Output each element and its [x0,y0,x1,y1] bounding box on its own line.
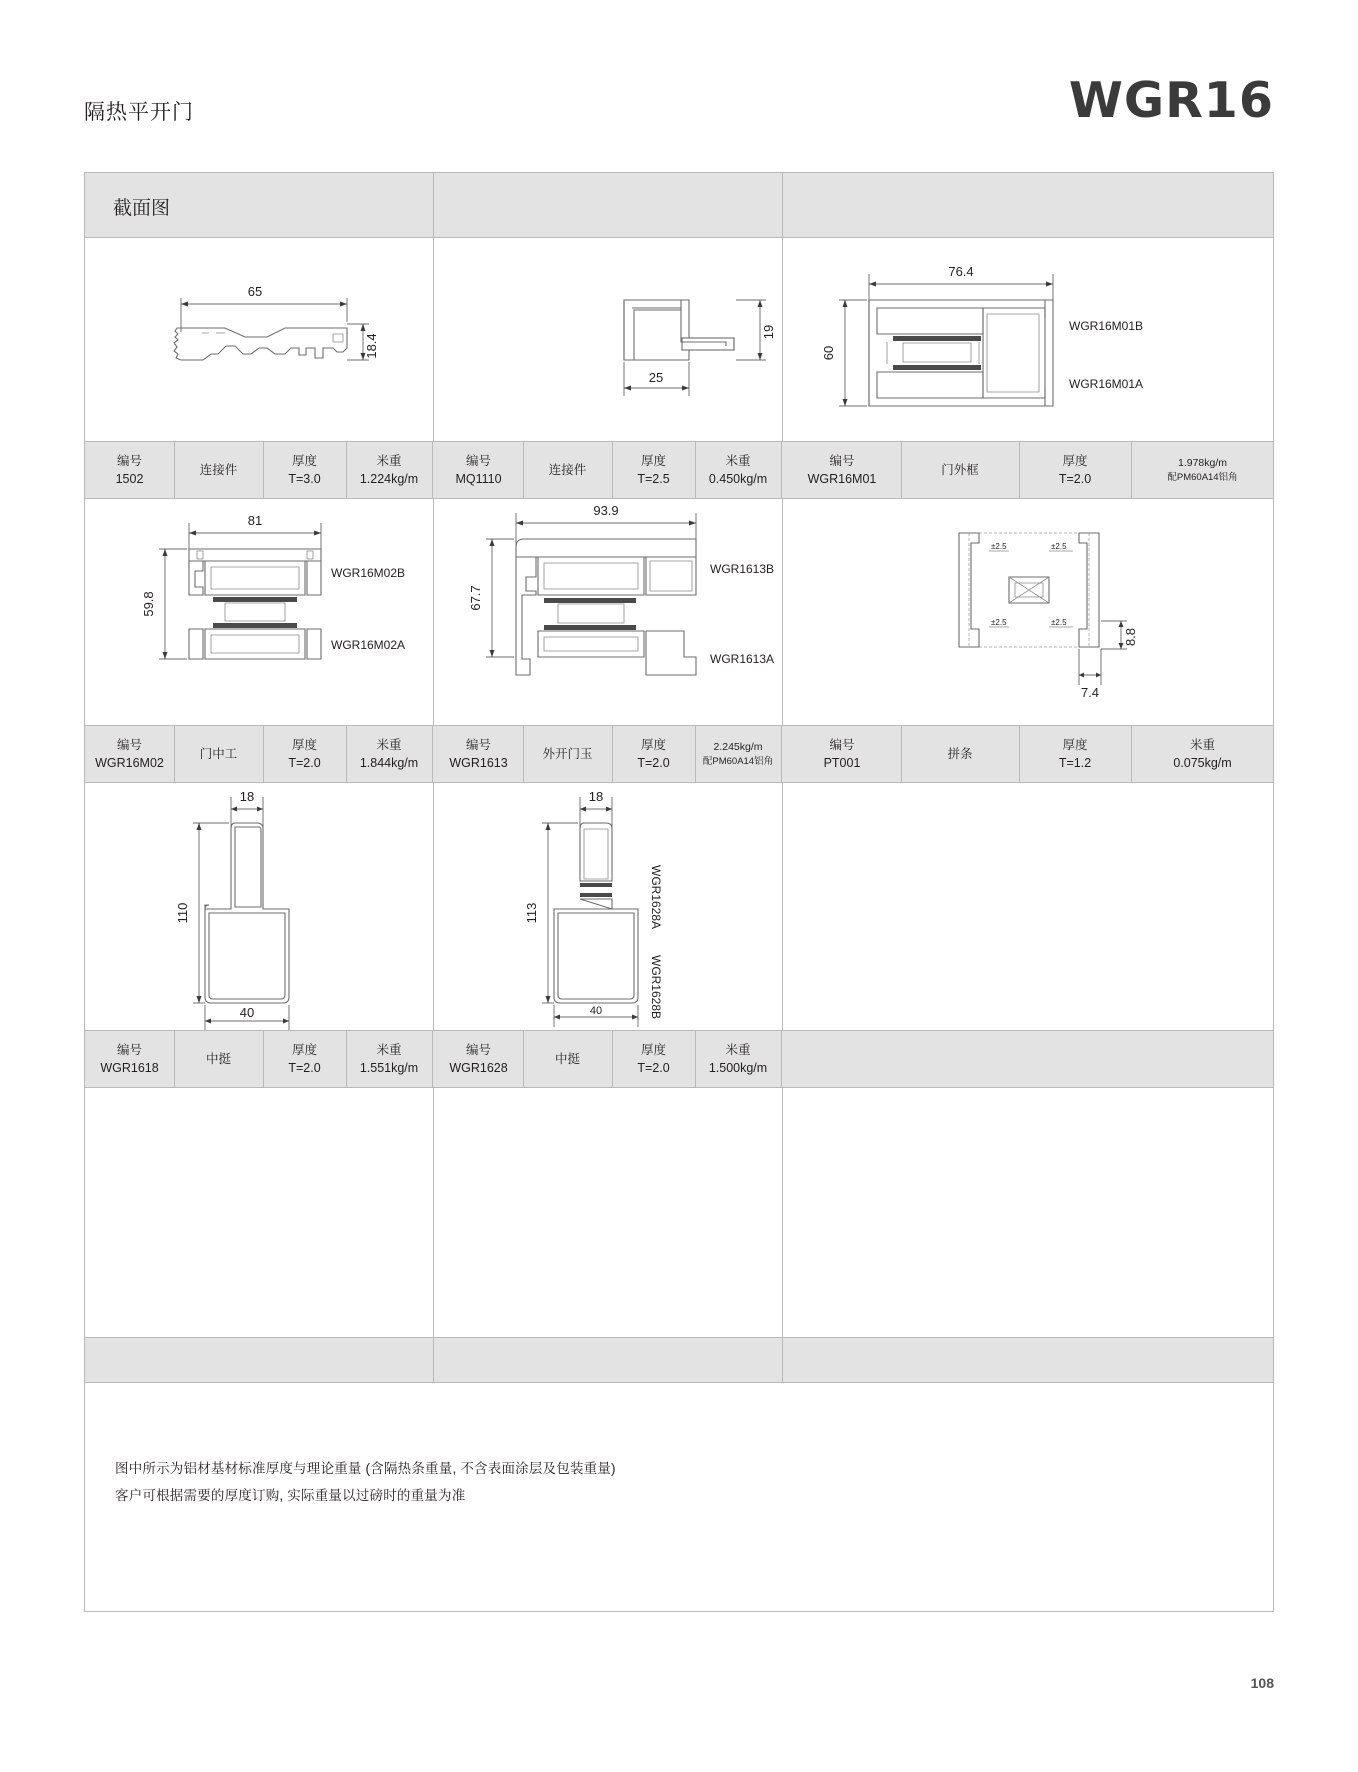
spec-value-name: 连接件 [199,462,238,477]
dim-width-mq1110: 25 [648,370,664,385]
dim-height-wgr16m02: 59.8 [141,591,156,617]
spec-value-code: 1502 [115,472,144,486]
spec-value-weight: 0.450kg/m [708,472,768,486]
spec-strip-row-1 [85,441,1273,499]
spec-weight-wgr1618 [346,1031,432,1087]
spec-label-code: 编号 [116,1042,142,1057]
svg-text:±2.5: ±2.5 [991,618,1007,627]
spec-code-wgr16m02 [85,726,174,782]
spec-name-wgr16m01 [901,442,1019,498]
spec-value-thickness: T=1.2 [1058,756,1092,770]
divider [781,1031,782,1087]
profile-drawing-wgr16m01 [783,238,1275,441]
spec-value-weight: 1.551kg/m [359,1061,419,1075]
divider [782,1338,783,1382]
spec-group-wgr16m01 [783,442,1275,498]
dim-width-pt001: 7.4 [1080,685,1100,700]
dim-width-wgr1613: 93.9 [593,503,619,518]
spec-label-weight: 米重 [376,737,402,752]
profile-drawing-wgr1628 [434,783,782,1030]
part-label-wgr16m02a: WGR16M02A [331,638,406,652]
spec-label-code: 编号 [116,737,142,752]
dim-base-wgr1618: 40 [239,1005,255,1020]
divider [432,726,433,782]
spec-label-code: 编号 [829,453,855,468]
spec-label-thickness: 厚度 [640,453,666,468]
spec-label-code: 编号 [465,737,491,752]
spec-label-weight: 米重 [376,453,402,468]
spec-value-thickness: T=3.0 [288,472,321,486]
spec-code-wgr1618 [85,1031,174,1087]
divider [781,442,782,498]
spec-label-thickness: 厚度 [291,737,317,752]
spec-strip-row-4 [85,1337,1273,1383]
spec-value-name: 外开门玉 [542,746,593,761]
spec-value-weight-note: 配PM60A14铝角 [702,755,774,767]
spec-label-thickness: 厚度 [1062,737,1088,752]
spec-value-code: WGR1613 [449,756,508,770]
spec-value-thickness: T=2.0 [637,756,670,770]
profile-drawing-wgr1618 [85,783,433,1030]
spec-thickness-pt001 [1019,726,1131,782]
divider [433,173,434,237]
spec-weight-wgr1613 [695,726,781,782]
divider [432,1031,433,1087]
spec-value-thickness: T=2.0 [288,1061,321,1075]
dim-height-pt001: 8.8 [1123,627,1138,647]
spec-code-wgr16m01 [783,442,901,498]
spec-strip-row-3 [85,1030,1273,1088]
part-label-wgr16m02b: WGR16M02B [331,566,406,580]
spec-value-name: 中挺 [554,1051,580,1066]
spec-label-code: 编号 [116,453,142,468]
svg-text:±2.5: ±2.5 [1051,618,1067,627]
spec-label-thickness: 厚度 [1062,453,1088,468]
profile-drawing-mq1110 [434,238,782,441]
spec-name-wgr1628 [523,1031,612,1087]
spec-group-wgr1618 [85,1031,433,1087]
note-line-1: 图中所示为铝材基材标准厚度与理论重量 (含隔热条重量, 不含表面涂层及包装重量) [115,1461,616,1476]
spec-name-pt001 [901,726,1019,782]
part-label-wgr1613b: WGR1613B [710,562,775,576]
page-number: 108 [1250,1675,1274,1691]
profile-drawing-wgr16m02 [85,499,433,725]
spec-value-thickness: T=2.0 [1058,472,1092,486]
part-label-wgr16m01a: WGR16M01A [1069,377,1144,391]
spec-weight-1502 [346,442,432,498]
spec-value-code: MQ1110 [455,472,502,486]
spec-value-weight: 1.224kg/m [359,472,419,486]
dim-height-1502: 18.4 [364,333,379,359]
dim-width-wgr1628: 18 [588,789,604,804]
spec-label-code: 编号 [829,737,855,752]
series-code: WGR16 [1068,72,1274,129]
spec-value-weight-note: 配PM60A14铝角 [1167,471,1238,483]
spec-weight-pt001 [1131,726,1274,782]
dim-width-wgr16m02: 81 [247,513,263,528]
profile-drawing-empty-1 [783,783,1275,1030]
drawing-row-1 [85,238,1273,441]
spec-group-mq1110 [434,442,782,498]
dim-width-wgr16m01: 76.4 [948,264,974,279]
spec-name-wgr1613 [523,726,612,782]
spec-value-thickness: T=2.0 [637,1061,670,1075]
spec-weight-wgr16m01 [1131,442,1274,498]
spec-group-pt001 [783,726,1275,782]
spec-label-code: 编号 [465,1042,491,1057]
section-title: 截面图 [113,198,171,219]
spec-value-weight: 0.075kg/m [1173,756,1232,770]
drawing-row-2 [85,499,1273,725]
spec-label-code: 编号 [465,453,491,468]
spec-weight-wgr16m02 [346,726,432,782]
drawing-row-3 [85,783,1273,1030]
spec-value-code: WGR1628 [449,1061,508,1075]
spec-value-name: 中挺 [205,1051,231,1066]
spec-value-name: 门外框 [941,462,979,477]
drawing-row-4 [85,1088,1273,1337]
spec-thickness-1502 [263,442,346,498]
spec-weight-mq1110 [695,442,781,498]
spec-value-code: WGR16M01 [807,472,877,486]
spec-name-mq1110 [523,442,612,498]
spec-value-code: PT001 [823,756,861,770]
spec-value-thickness: T=2.5 [637,472,670,486]
profile-drawing-pt001 [783,499,1275,725]
spec-value-weight: 1.500kg/m [708,1061,768,1075]
part-label-wgr1628b: WGR1628B [649,955,663,1020]
dim-width-wgr1618: 18 [239,789,255,804]
dim-height-mq1110: 19 [761,324,776,340]
page-header [84,72,1274,140]
dim-height-wgr1613: 67.7 [468,585,483,611]
profile-drawing-wgr1613 [434,499,782,725]
spec-label-thickness: 厚度 [640,1042,666,1057]
spec-label-thickness: 厚度 [640,737,666,752]
spec-thickness-wgr1628 [612,1031,695,1087]
part-label-wgr16m01b: WGR16M01B [1069,319,1144,333]
spec-code-wgr1628 [434,1031,523,1087]
dim-base-wgr1628: 40 [589,1005,603,1017]
divider [782,173,783,237]
spec-value-name: 门中工 [199,746,238,761]
svg-text:±2.5: ±2.5 [991,542,1007,551]
spec-value-weight: 1.978kg/m [1177,456,1228,469]
spec-strip-row-2 [85,725,1273,783]
section-frame [84,172,1274,1612]
part-label-wgr1628a: WGR1628A [649,865,663,930]
divider [781,726,782,782]
spec-name-wgr16m02 [174,726,263,782]
dim-width-1502: 65 [247,284,263,299]
spec-group-1502 [85,442,433,498]
svg-text:±2.5: ±2.5 [1051,542,1067,551]
profile-drawing-empty-3 [434,1088,782,1337]
spec-group-wgr1628 [434,1031,782,1087]
page-title: 隔热平开门 [84,101,194,124]
note-line-2: 客户可根据需要的厚度订购, 实际重量以过磅时的重量为准 [115,1488,466,1503]
profile-drawing-1502 [85,238,433,441]
dim-height-wgr16m01: 60 [821,345,836,361]
spec-code-1502 [85,442,174,498]
spec-value-code: WGR16M02 [95,756,164,770]
spec-label-weight: 米重 [1189,737,1215,752]
spec-code-mq1110 [434,442,523,498]
spec-label-weight: 米重 [376,1042,402,1057]
dim-height-wgr1628: 113 [524,902,539,924]
section-title-band [85,173,1273,238]
spec-thickness-mq1110 [612,442,695,498]
spec-label-weight: 米重 [725,1042,751,1057]
spec-value-weight: 2.245kg/m [713,740,763,753]
spec-thickness-wgr1613 [612,726,695,782]
spec-thickness-wgr16m02 [263,726,346,782]
notes-block [115,1455,616,1509]
spec-group-wgr1613 [434,726,782,782]
profile-drawing-empty-4 [783,1088,1275,1337]
dim-height-wgr1618: 110 [175,902,190,924]
spec-value-thickness: T=2.0 [288,756,321,770]
profile-drawing-empty-2 [85,1088,433,1337]
spec-value-weight: 1.844kg/m [359,756,419,770]
spec-thickness-wgr1618 [263,1031,346,1087]
divider [433,1338,434,1382]
spec-label-weight: 米重 [725,453,751,468]
part-label-wgr1613a: WGR1613A [710,652,775,666]
spec-value-name: 连接件 [548,462,587,477]
spec-label-thickness: 厚度 [291,453,317,468]
spec-value-code: WGR1618 [100,1061,159,1075]
spec-group-empty [783,1031,1275,1087]
spec-weight-wgr1628 [695,1031,781,1087]
spec-group-wgr16m02 [85,726,433,782]
spec-label-thickness: 厚度 [291,1042,317,1057]
spec-name-wgr1618 [174,1031,263,1087]
spec-name-1502 [174,442,263,498]
spec-thickness-wgr16m01 [1019,442,1131,498]
divider [432,442,433,498]
spec-value-name: 拼条 [947,746,973,761]
spec-code-pt001 [783,726,901,782]
spec-code-wgr1613 [434,726,523,782]
